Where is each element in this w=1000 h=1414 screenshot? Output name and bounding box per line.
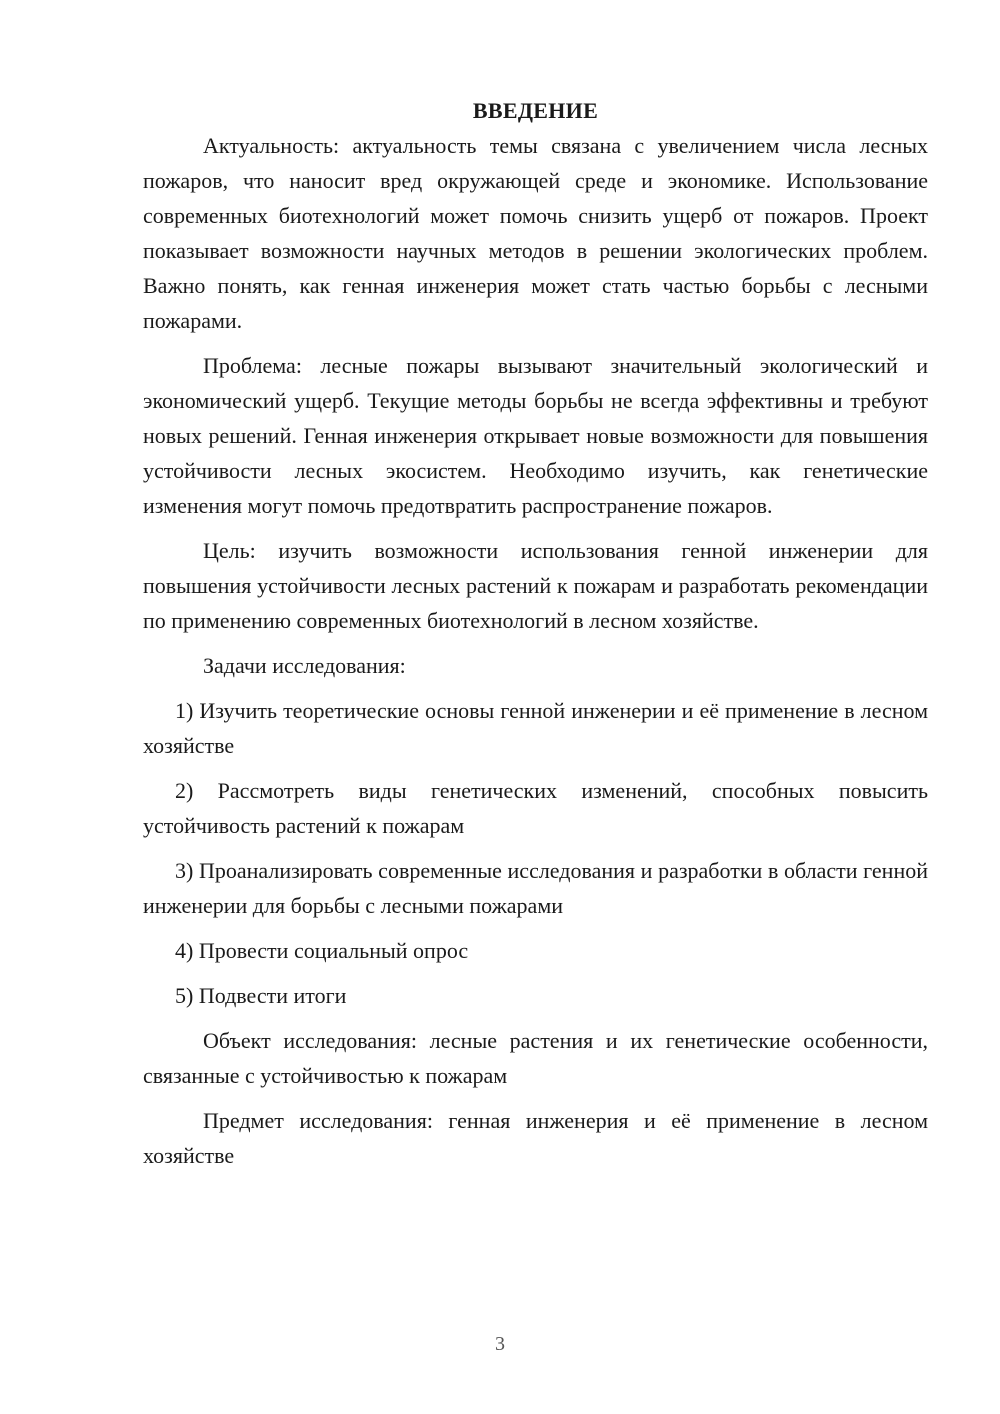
task-item: 5) Подвести итоги [175, 983, 347, 1008]
object-paragraph: Объект исследования: лесные растения и их генетические особенности, связанные с устойчивостью к пожарам [143, 1028, 928, 1088]
task-item: 2) Рассмотреть виды генетических изменений, способных повысить устойчивость растений к пожарам [143, 778, 928, 838]
task-item: 3) Проанализировать современные исследования и разработки в области генной инженерии для борьбы с лесными пожарами [143, 858, 928, 918]
subject-paragraph: Предмет исследования: генная инженерия и её применение в лесном хозяйстве [143, 1108, 928, 1168]
task-item: 1) Изучить теоретические основы генной инженерии и её применение в лесном хозяйстве [143, 698, 928, 758]
problem-paragraph: Проблема: лесные пожары вызывают значительный экологический и экономический ущерб. Текущие методы борьбы не всегда эффективны и требуют новых решений. Генная инженерия открывает новые возможности для повышения устойчивости лесных экосистем. Необходимо изучить, как генетические изменения могут помочь предотвратить распространение пожаров. [143, 353, 928, 518]
document-page [143, 96, 928, 1183]
goal-paragraph: Цель: изучить возможности использования генной инженерии для повышения устойчивости лесных растений к пожарам и разработать рекомендации по применению современных биотехнологий в лесном хозяйстве. [143, 538, 928, 633]
page-number: 3 [495, 1333, 505, 1355]
tasks-title: Задачи исследования: [203, 653, 406, 678]
section-heading: ВВЕДЕНИЕ [472, 98, 599, 123]
task-item: 4) Провести социальный опрос [175, 938, 469, 963]
relevance-paragraph: Актуальность: актуальность темы связана с увеличением числа лесных пожаров, что наносит вред окружающей среде и экономике. Использование современных биотехнологий может помочь снизить ущерб от пожаров. Проект показывает возможности научных методов в решении экологических проблем. Важно понять, как генная инженерия может стать частью борьбы с лесными пожарами. [143, 133, 928, 333]
